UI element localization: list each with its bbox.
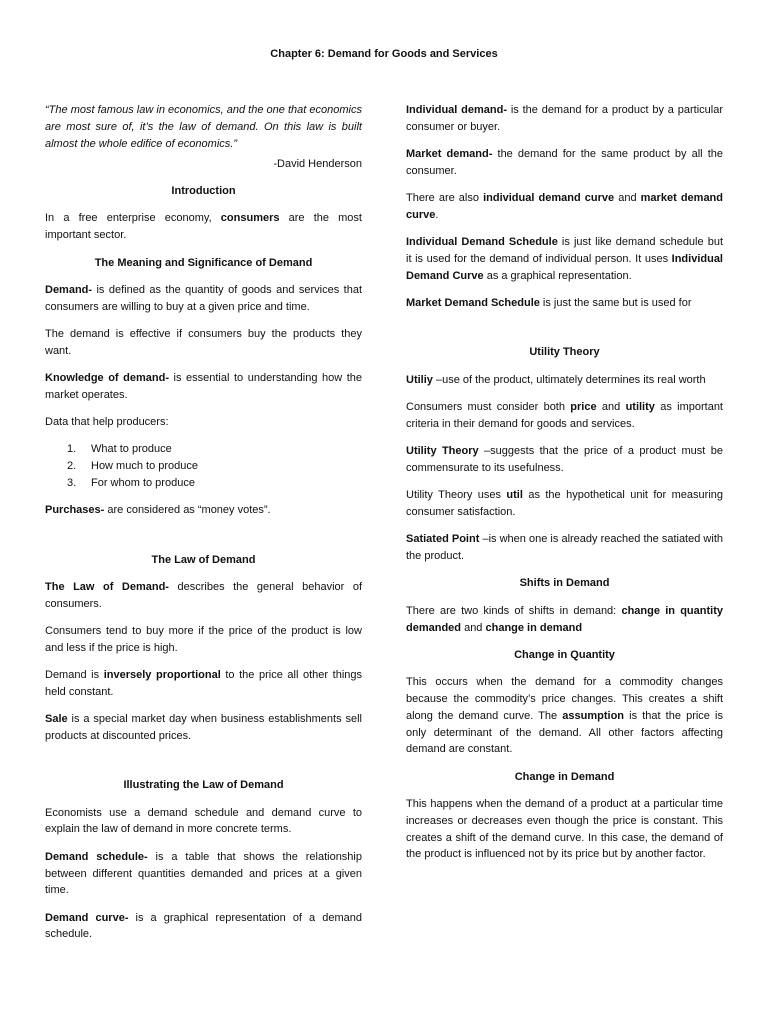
page-title: Chapter 6: Demand for Goods and Services bbox=[270, 48, 498, 60]
paragraph-util: Utility Theory uses util as the hypothetical unit for measuring consumer satisfaction. bbox=[406, 489, 723, 519]
heading-shifts: Shifts in Demand bbox=[519, 577, 610, 590]
heading-change-in-quantity: Change in Quantity bbox=[514, 648, 615, 661]
producer-list bbox=[45, 441, 362, 491]
paragraph-change-in-quantity: This occurs when the demand for a commodity changes because the commodity’s price changes. This creates a shift along the demand curve. The assumption is that the price is only determinant of the demand. All other factors affecting demand are constant. bbox=[406, 676, 723, 756]
paragraph-utility-theory: Utility Theory –suggests that the price of a product must be commensurate to its usefulness. bbox=[406, 445, 723, 474]
left-column bbox=[45, 102, 362, 954]
paragraph-data-help: Data that help producers: bbox=[45, 416, 169, 429]
paragraph-two-kinds: There are two kinds of shifts in demand: change in quantity demanded and change in demand bbox=[406, 604, 723, 634]
paragraph-economists: Economists use a demand schedule and demand curve to explain the law of demand in more concrete terms. bbox=[45, 806, 362, 836]
heading-utility-theory: Utility Theory bbox=[529, 346, 600, 359]
list-item: 2. How much to produce bbox=[67, 460, 198, 473]
paragraph-consumers-tend: Consumers tend to buy more if the price of the product is low and less if the price is high. bbox=[45, 625, 362, 654]
list-item: 3. For whom to produce bbox=[67, 477, 195, 490]
paragraph-purchases: Purchases- are considered as “money votes”. bbox=[45, 504, 271, 517]
heading-law-of-demand: The Law of Demand bbox=[151, 553, 256, 566]
quote-attribution: -David Henderson bbox=[273, 158, 362, 171]
paragraph-knowledge: Knowledge of demand- is essential to understanding how the market operates. bbox=[45, 372, 362, 401]
opening-quote: “The most famous law in economics, and the one that economics are most sure of, it’s the law of demand. On this law is built almost the whole edifice of economics.” bbox=[45, 104, 362, 150]
paragraph-inverse: Demand is inversely proportional to the price all other things held constant. bbox=[45, 669, 363, 698]
paragraph-demand-definition: Demand- is defined as the quantity of goods and services that consumers are willing to buy at a given price and time. bbox=[45, 283, 362, 313]
paragraph-individual-schedule: Individual Demand Schedule is just like demand schedule but it is used for the demand of individual person. It uses Individual Demand Curve as a graphical representation. bbox=[406, 236, 723, 282]
heading-introduction: Introduction bbox=[171, 185, 236, 198]
right-column bbox=[406, 102, 723, 874]
paragraph-demand-curves: There are also individual demand curve and market demand curve. bbox=[406, 192, 723, 221]
paragraph-intro: In a free enterprise economy, consumers are the most important sector. bbox=[45, 212, 362, 242]
paragraph-individual-demand: Individual demand- is the demand for a product by a particular consumer or buyer. bbox=[406, 104, 723, 133]
paragraph-change-in-demand: This happens when the demand of a product at a particular time increases or decreases even though the price is constant. This creates a shift of the demand curve. In this case, the demand of the product is influenced not by its price but by another factor. bbox=[406, 797, 723, 861]
paragraph-satiated: Satiated Point –is when one is already reached the satiated with the product. bbox=[406, 533, 723, 563]
heading-meaning: The Meaning and Significance of Demand bbox=[94, 256, 313, 269]
paragraph-market-demand: Market demand- the demand for the same product by all the consumer. bbox=[406, 148, 723, 177]
paragraph-utiliy: Utiliy –use of the product, ultimately determines its real worth bbox=[406, 373, 706, 386]
paragraph-sale: Sale is a special market day when business establishments sell products at discounted prices. bbox=[45, 713, 362, 743]
heading-illustrating: Illustrating the Law of Demand bbox=[123, 779, 284, 792]
paragraph-price-utility: Consumers must consider both price and utility as important criteria in their demand for goods and services. bbox=[406, 401, 723, 430]
paragraph-demand-curve: Demand curve- is a graphical representation of a demand schedule. bbox=[45, 911, 362, 941]
paragraph-effective-demand: The demand is effective if consumers buy the products they want. bbox=[45, 327, 362, 357]
paragraph-law-definition: The Law of Demand- describes the general behavior of consumers. bbox=[45, 580, 363, 610]
heading-change-in-demand: Change in Demand bbox=[514, 770, 615, 783]
paragraph-demand-schedule: Demand schedule- is a table that shows the relationship between different quantities demanded and prices at a given time. bbox=[45, 850, 362, 897]
paragraph-market-schedule: Market Demand Schedule is just the same but is used for bbox=[406, 297, 692, 310]
list-item: 1. What to produce bbox=[67, 443, 172, 456]
